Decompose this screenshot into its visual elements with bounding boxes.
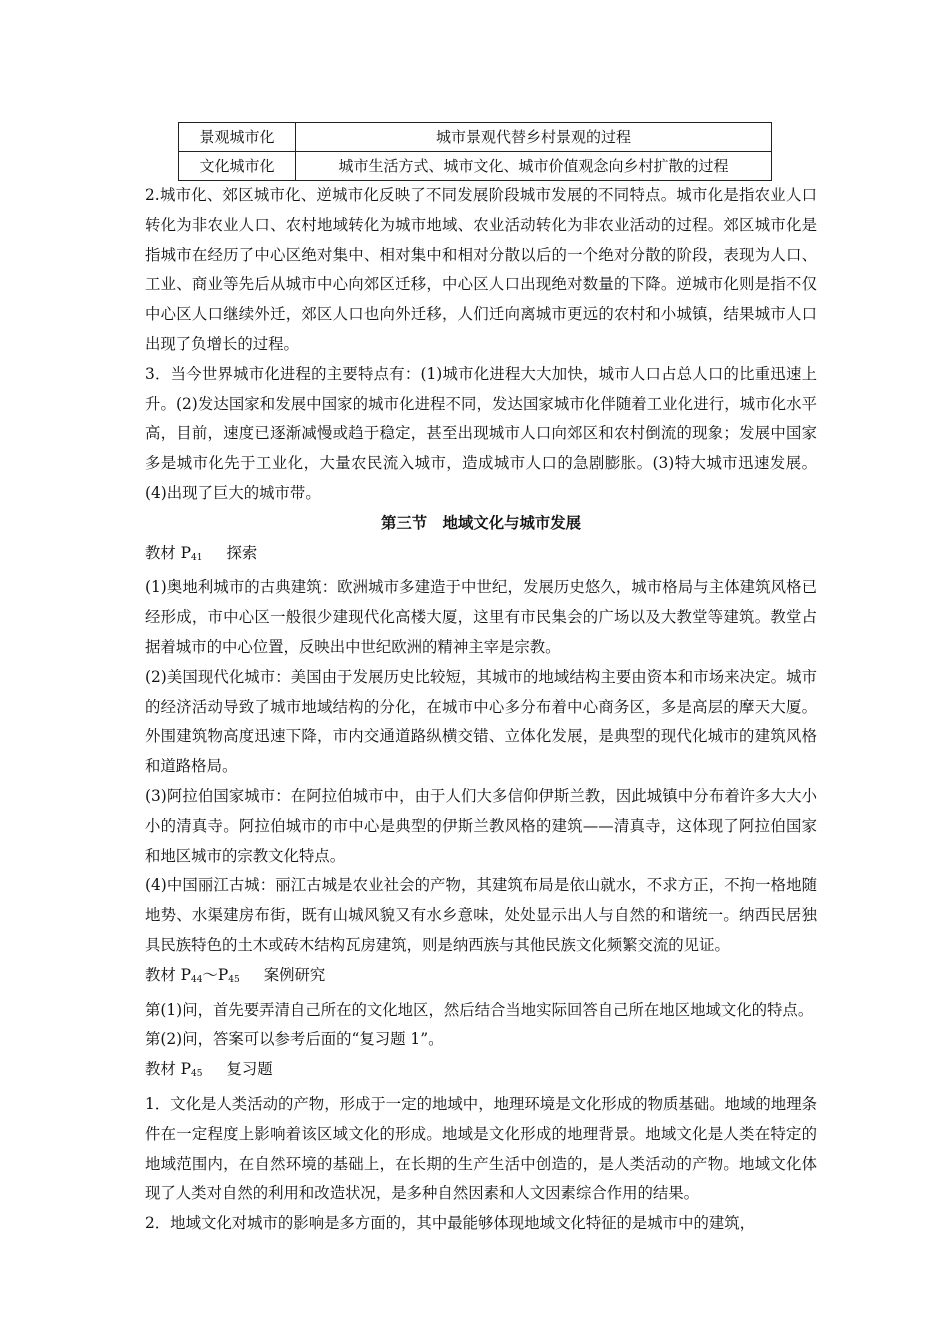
reference-label: 探索 xyxy=(226,543,258,562)
urbanization-definition-table xyxy=(178,122,772,181)
reference-page: 41 xyxy=(191,552,203,563)
textbook-reference-review xyxy=(145,1055,817,1090)
paragraph-explore-3: (3)阿拉伯国家城市：在阿拉伯城市中，由于人们大多信仰伊斯兰教，因此城镇中分布着许多大大小小的清真寺。阿拉伯城市的市中心是典型的伊斯兰教风格的建筑——清真寺，这体现了阿拉伯国家和地区城市的宗教文化特点。 xyxy=(145,786,817,865)
table-cell-description: 城市景观代替乡村景观的过程 xyxy=(296,123,772,152)
table-row xyxy=(179,123,772,152)
reference-label: 案例研究 xyxy=(263,965,326,984)
table-cell-term: 文化城市化 xyxy=(179,152,296,181)
reference-page-end: 45 xyxy=(228,974,240,985)
paragraph-case-2: 第(2)问，答案可以参考后面的“复习题 1”。 xyxy=(145,1030,444,1049)
reference-page: 45 xyxy=(191,1069,203,1080)
paragraph-explore-4: (4)中国丽江古城：丽江古城是农业社会的产物，其建筑布局是依山就水，不求方正，不拘一格地随地势、水渠建房布街，既有山城风貌又有水乡意味，处处显示出人与自然的和谐统一。纳西民居独具民族特色的土木或砖木结构瓦房建筑，则是纳西族与其他民族文化频繁交流的见证。 xyxy=(145,876,817,954)
table-cell-description: 城市生活方式、城市文化、城市价值观念向乡村扩散的过程 xyxy=(296,152,772,181)
textbook-reference-case-study xyxy=(145,961,817,996)
paragraph-explore-2: (2)美国现代化城市：美国由于发展历史比较短，其城市的地域结构主要由资本和市场来决定。城市的经济活动导致了城市地域结构的分化，在城市中心多分布着中心商务区，多是高层的摩天大厦。外围建筑物高度迅速下降，市内交通道路纵横交错、立体化发展，是典型的现代化城市的建筑风格和道路格局。 xyxy=(145,667,817,776)
paragraph-urbanization-types: 2.城市化、郊区城市化、逆城市化反映了不同发展阶段城市发展的不同特点。城市化是指农业人口转化为非农业人口、农村地域转化为城市地域、农业活动转化为非农业活动的过程。郊区城市化是指城市在经历了中心区绝对集中、相对集中和相对分散以后的一个绝对分散的阶段，表现为人口、工业、商业等先后从城市中心向郊区迁移，中心区人口出现绝对数量的下降。逆城市化则是指不仅中心区人口继续外迁，郊区人口也向外迁移，人们迁向离城市更远的农村和小城镇，结果城市人口出现了负增长的过程。 xyxy=(145,186,817,353)
paragraph-explore-1: (1)奥地利城市的古典建筑：欧洲城市多建造于中世纪，发展历史悠久，城市格局与主体建筑风格已经形成，市中心区一般很少建现代化高楼大厦，这里有市民集会的广场以及大教堂等建筑。教堂占据着城市的中心位置，反映出中世纪欧洲的精神主宰是宗教。 xyxy=(145,578,817,656)
reference-separator: ～P xyxy=(202,965,229,984)
table-row xyxy=(179,152,772,181)
reference-label: 复习题 xyxy=(226,1060,273,1079)
reference-prefix: 教材 P xyxy=(145,543,192,562)
section-title: 第三节 地域文化与城市发展 xyxy=(380,513,582,532)
paragraph-case-1: 第(1)问，首先要弄清自己所在的文化地区，然后结合当地实际回答自己所在地区地域文化的特点。 xyxy=(145,1000,814,1019)
document-page xyxy=(145,122,817,1239)
paragraph-review-2: 2．地域文化对城市的影响是多方面的，其中最能够体现地域文化特征的是城市中的建筑， xyxy=(145,1214,756,1233)
reference-page-start: 44 xyxy=(191,974,203,985)
paragraph-world-urbanization-features: 3．当今世界城市化进程的主要特点有：(1)城市化进程大大加快，城市人口占总人口的比重迅速上升。(2)发达国家和发展中国家的城市化进程不同，发达国家城市化伴随着工业化进行，城市化水平高，目前，速度已逐渐减慢或趋于稳定，甚至出现城市人口向郊区和农村倒流的现象；发展中国家多是城市化先于工业化，大量农民流入城市，造成城市人口的急剧膨胀。(3)特大城市迅速发展。(4)出现了巨大的城市带。 xyxy=(145,364,817,502)
reference-prefix: 教材 P xyxy=(145,1060,192,1079)
paragraph-review-1: 1．文化是人类活动的产物，形成于一定的地域中，地理环境是文化形成的物质基础。地域的地理条件在一定程度上影响着该区域文化的形成。地域是文化形成的地理背景。地域文化是人类在特定的地域范围内，在自然环境的基础上，在长期的生产生活中创造的，是人类活动的产物。地域文化体现了人类对自然的利用和改造状况，是多种自然因素和人文因素综合作用的结果。 xyxy=(145,1094,817,1203)
textbook-reference-explore xyxy=(145,539,817,574)
table-cell-term: 景观城市化 xyxy=(179,123,296,152)
reference-prefix: 教材 P xyxy=(145,965,192,984)
